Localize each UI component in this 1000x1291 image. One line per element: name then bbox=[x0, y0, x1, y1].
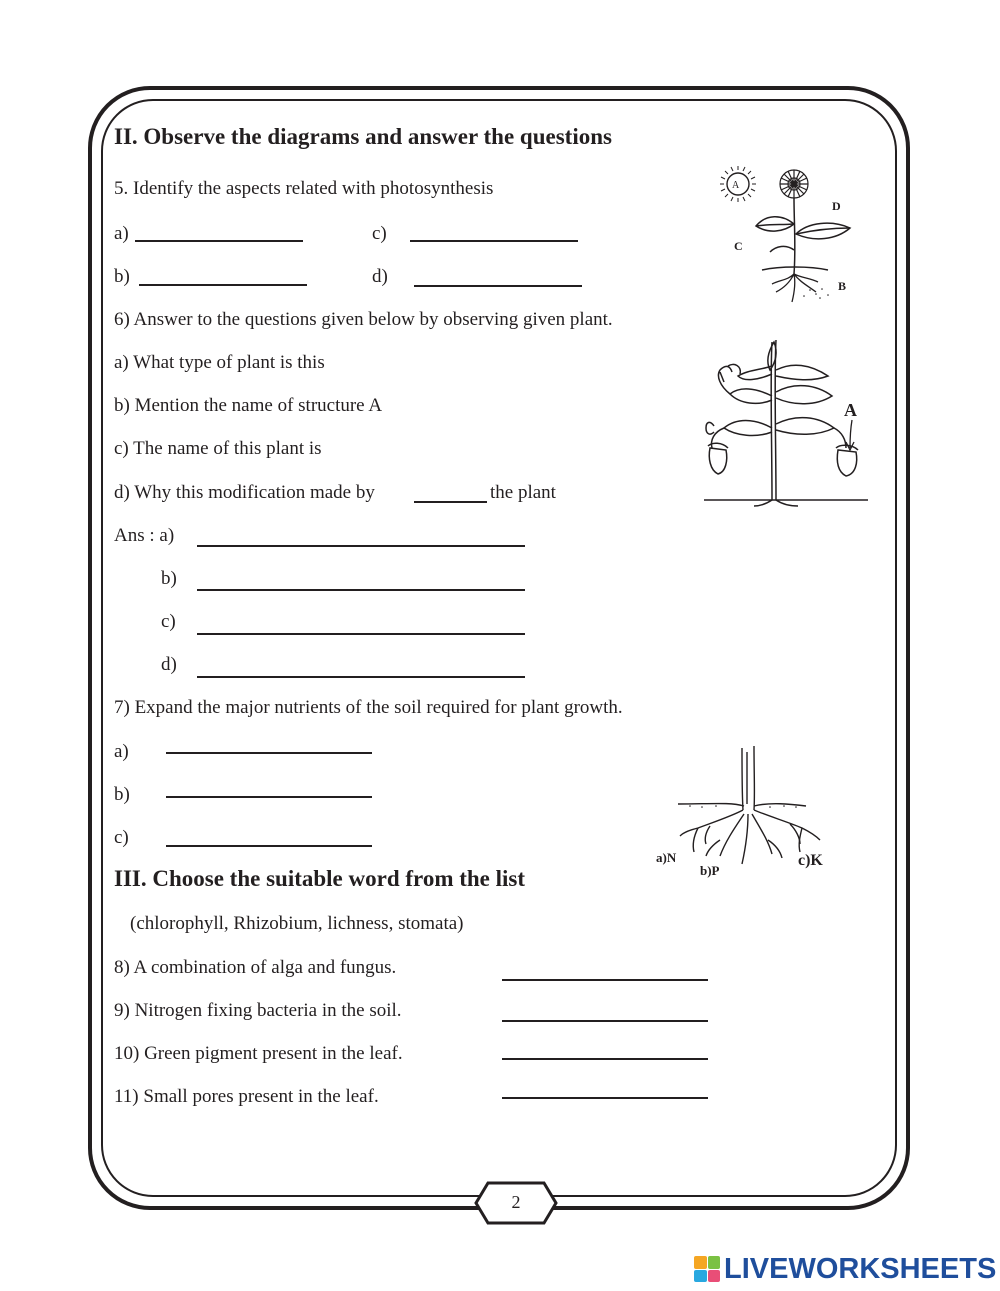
q5-answer-b-line[interactable] bbox=[139, 284, 307, 286]
question-6d-suffix: the plant bbox=[490, 482, 556, 503]
word-list: (chlorophyll, Rhizobium, lichness, stomata) bbox=[130, 913, 464, 934]
q5-answer-c-line[interactable] bbox=[410, 240, 578, 242]
answer-6a-label: Ans : a) bbox=[114, 525, 175, 546]
question-5-text: 5. Identify the aspects related with photosynthesis bbox=[114, 178, 494, 199]
answer-6d-line[interactable] bbox=[197, 676, 525, 678]
soil-dots bbox=[803, 288, 829, 299]
answer-8-line[interactable] bbox=[502, 979, 708, 981]
answer-6d-label: d) bbox=[161, 654, 177, 675]
page-number: 2 bbox=[511, 1192, 521, 1212]
answer-11-line[interactable] bbox=[502, 1097, 708, 1099]
pitcher-plant-drawing bbox=[704, 340, 868, 506]
diagram3-label-n: a)N bbox=[656, 850, 677, 865]
diagram1-label-c: C bbox=[734, 239, 743, 253]
answer-6c-line[interactable] bbox=[197, 633, 525, 635]
answer-6c-label: c) bbox=[161, 611, 176, 632]
section-2-title: II. Observe the diagrams and answer the questions bbox=[114, 124, 612, 149]
diagram2-label-a: A bbox=[844, 400, 857, 420]
diagram3-label-p: b)P bbox=[700, 863, 720, 878]
q5-answer-a-line[interactable] bbox=[135, 240, 303, 242]
arrow-to-pitcher bbox=[846, 420, 854, 450]
question-6c: c) The name of this plant is bbox=[114, 438, 322, 459]
photosynthesis-plant-diagram bbox=[710, 162, 860, 310]
answer-6b-label: b) bbox=[161, 568, 177, 589]
q5-label-d: d) bbox=[372, 266, 388, 287]
q7-answer-b-line[interactable] bbox=[166, 796, 372, 798]
root-nutrients-diagram bbox=[650, 744, 840, 884]
logo-blocks-icon bbox=[694, 1256, 720, 1282]
root-nutrients-drawing bbox=[678, 746, 820, 864]
q7-label-b: b) bbox=[114, 784, 130, 805]
root-system bbox=[772, 274, 818, 302]
section-3-title: III. Choose the suitable word from the list bbox=[114, 866, 526, 891]
question-8: 8) A combination of alga and fungus. bbox=[114, 957, 397, 978]
diagram1-label-a: A bbox=[732, 180, 740, 191]
diagram1-label-d: D bbox=[832, 199, 841, 213]
question-6a: a) What type of plant is this bbox=[114, 352, 325, 373]
liveworksheets-logo bbox=[694, 1252, 996, 1286]
answer-6a-line[interactable] bbox=[197, 545, 525, 547]
answer-6b-line[interactable] bbox=[197, 589, 525, 591]
diagram3-label-k: c)K bbox=[798, 852, 823, 869]
pitcher-plant-diagram bbox=[700, 336, 872, 508]
answer-10-line[interactable] bbox=[502, 1058, 708, 1060]
q5-label-a: a) bbox=[114, 223, 129, 244]
brand-name: LIVEWORKSHEETS bbox=[724, 1252, 997, 1285]
question-6d-prefix: d) Why this modification made by bbox=[114, 482, 375, 503]
q7-answer-c-line[interactable] bbox=[166, 845, 372, 847]
q7-answer-a-line[interactable] bbox=[166, 752, 372, 754]
q7-label-a: a) bbox=[114, 741, 129, 762]
question-7-text: 7) Expand the major nutrients of the soil required for plant growth. bbox=[114, 697, 623, 718]
question-11: 11) Small pores present in the leaf. bbox=[114, 1086, 379, 1107]
answer-9-line[interactable] bbox=[502, 1020, 708, 1022]
question-9: 9) Nitrogen fixing bacteria in the soil. bbox=[114, 1000, 402, 1021]
q5-label-c: c) bbox=[372, 223, 387, 244]
sunflower-head-icon bbox=[780, 170, 808, 198]
diagram1-label-b: B bbox=[838, 279, 847, 293]
q5-label-b: b) bbox=[114, 266, 130, 287]
q5-answer-d-line[interactable] bbox=[414, 285, 582, 287]
q7-label-c: c) bbox=[114, 827, 129, 848]
question-6d-blank[interactable] bbox=[414, 501, 487, 503]
question-6b: b) Mention the name of structure A bbox=[114, 395, 383, 416]
question-6-text: 6) Answer to the questions given below by observing given plant. bbox=[114, 309, 613, 330]
question-10: 10) Green pigment present in the leaf. bbox=[114, 1043, 403, 1064]
